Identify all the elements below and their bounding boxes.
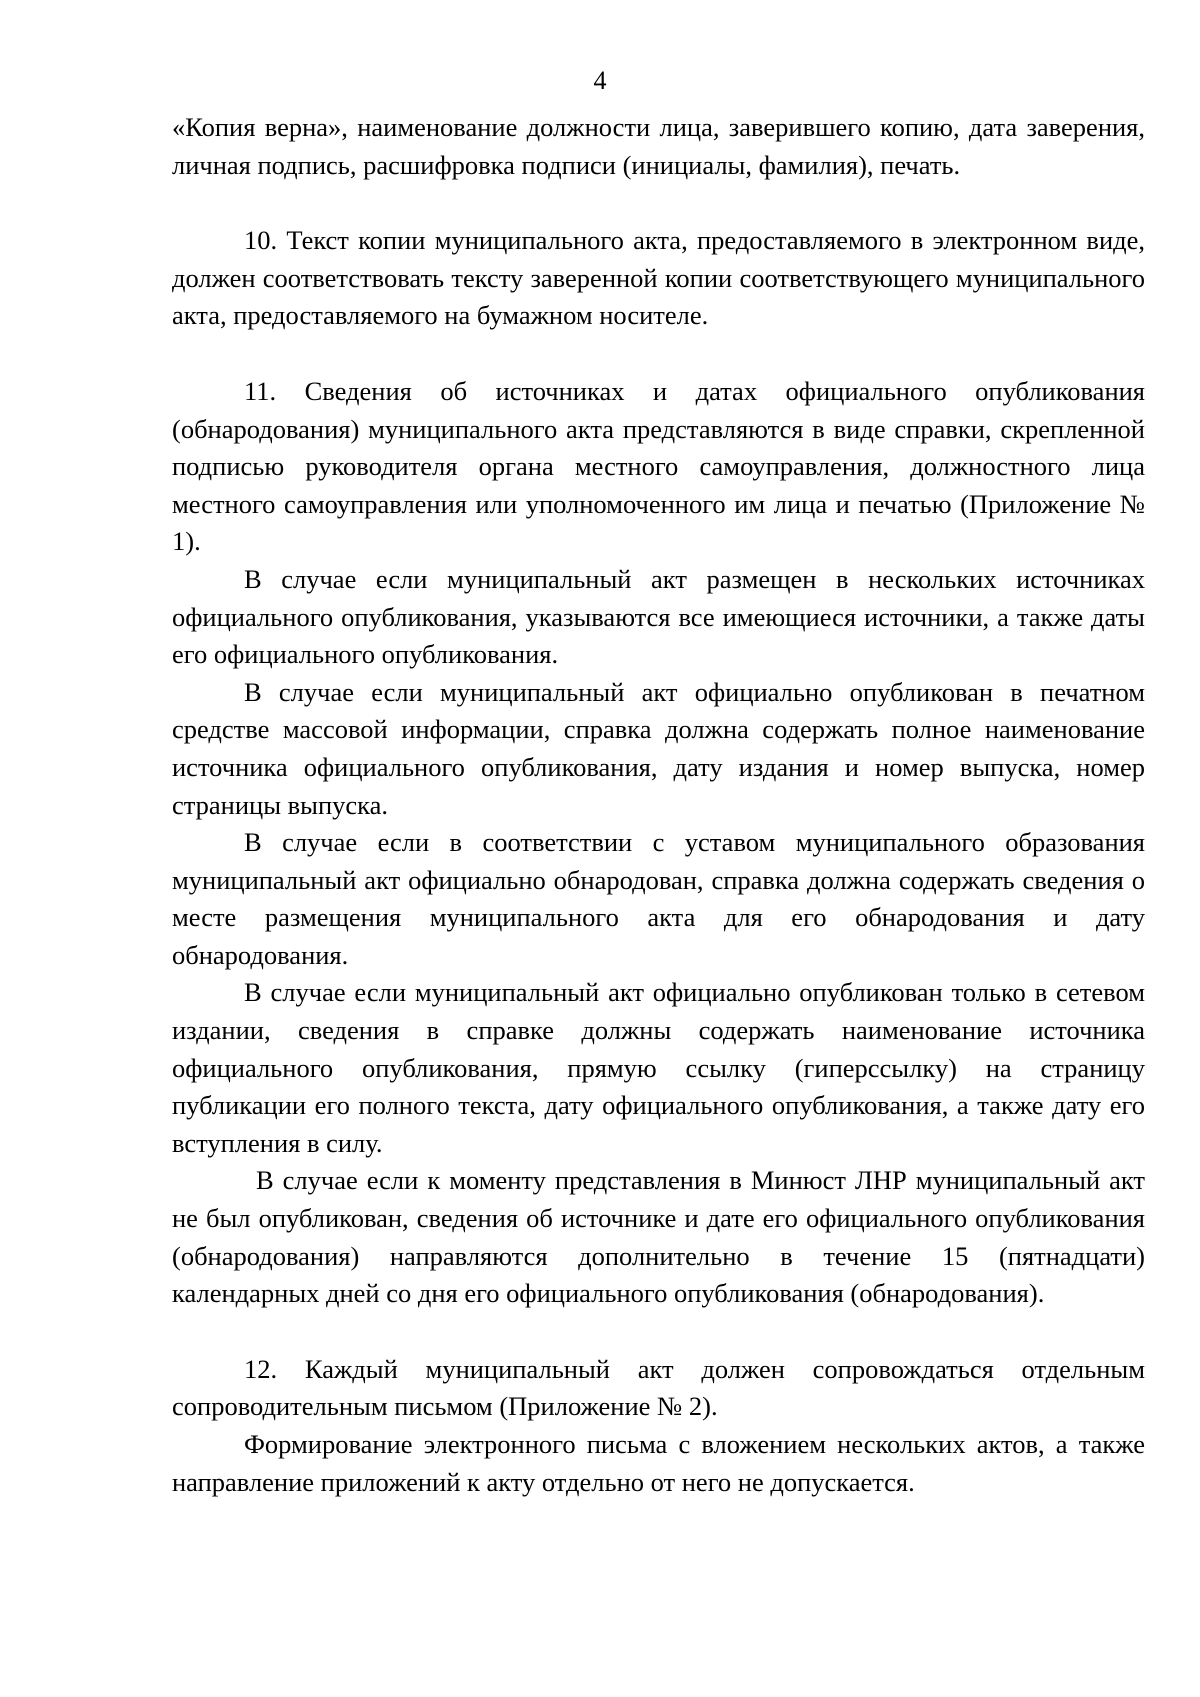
- paragraph-online-publication: В случае если муниципальный акт официально опубликован только в сетевом издании, сведения в справке должны содержать наименование источника официального опубликования, прямую ссылку (гиперссылку) на страницу публикации его полного текста, дату официального опубликования, а также дату его вступления в силу.: [172, 977, 1145, 1158]
- paragraph-not-yet-published: В случае если к моменту представления в Минюст ЛНР муниципальный акт не был опубликован, сведения об источнике и дате его официального опубликования (обнародования) направляются дополнительно в течение 15 (пятнадцати) календарных дней со дня его официального опубликования (обнародования).: [172, 1165, 1145, 1309]
- paragraph-certification-details: «Копия верна», наименование должности лица, заверившего копию, дата заверения, личная подпись, расшифровка подписи (инициалы, фамилия), печать.: [172, 112, 1145, 180]
- paragraph-item-12: 12. Каждый муниципальный акт должен сопровождаться отдельным сопроводительным письмом (Приложение № 2).: [172, 1353, 1145, 1422]
- paragraph-item-10: 10. Текст копии муниципального акта, предоставляемого в электронном виде, должен соответствовать тексту заверенной копии соответствующего муниципального акта, предоставляемого на бумажном носителе.: [172, 225, 1145, 331]
- paragraph-item-11: 11. Сведения об источниках и датах официального опубликования (обнародования) муниципального акта представляются в виде справки, скрепленной подписью руководителя органа местного самоуправления, должностного лица местного самоуправления или уполномоченного им лица и печатью (Приложение № 1).: [172, 375, 1145, 557]
- paragraph-multiple-sources: В случае если муниципальный акт размещен в нескольких источниках официального опубликования, указываются все имеющиеся источники, а также даты его официального опубликования.: [172, 563, 1145, 670]
- document-body: [172, 109, 1145, 1501]
- page-number: 4: [593, 66, 607, 95]
- paragraph-email-rules: Формирование электронного письма с вложением нескольких актов, а также направление приложений к акту отдельно от него не допускается.: [172, 1429, 1145, 1497]
- paragraph-promulgation: В случае если в соответствии с уставом муниципального образования муниципальный акт официально обнародован, справка должна содержать сведения о месте размещения муниципального акта для его обнародования и дату обнародования.: [172, 827, 1145, 970]
- paragraph-print-media: В случае если муниципальный акт официально опубликован в печатном средстве массовой информации, справка должна содержать полное наименование источника официального опубликования, дату издания и номер выпуска, номер страницы выпуска.: [172, 676, 1145, 820]
